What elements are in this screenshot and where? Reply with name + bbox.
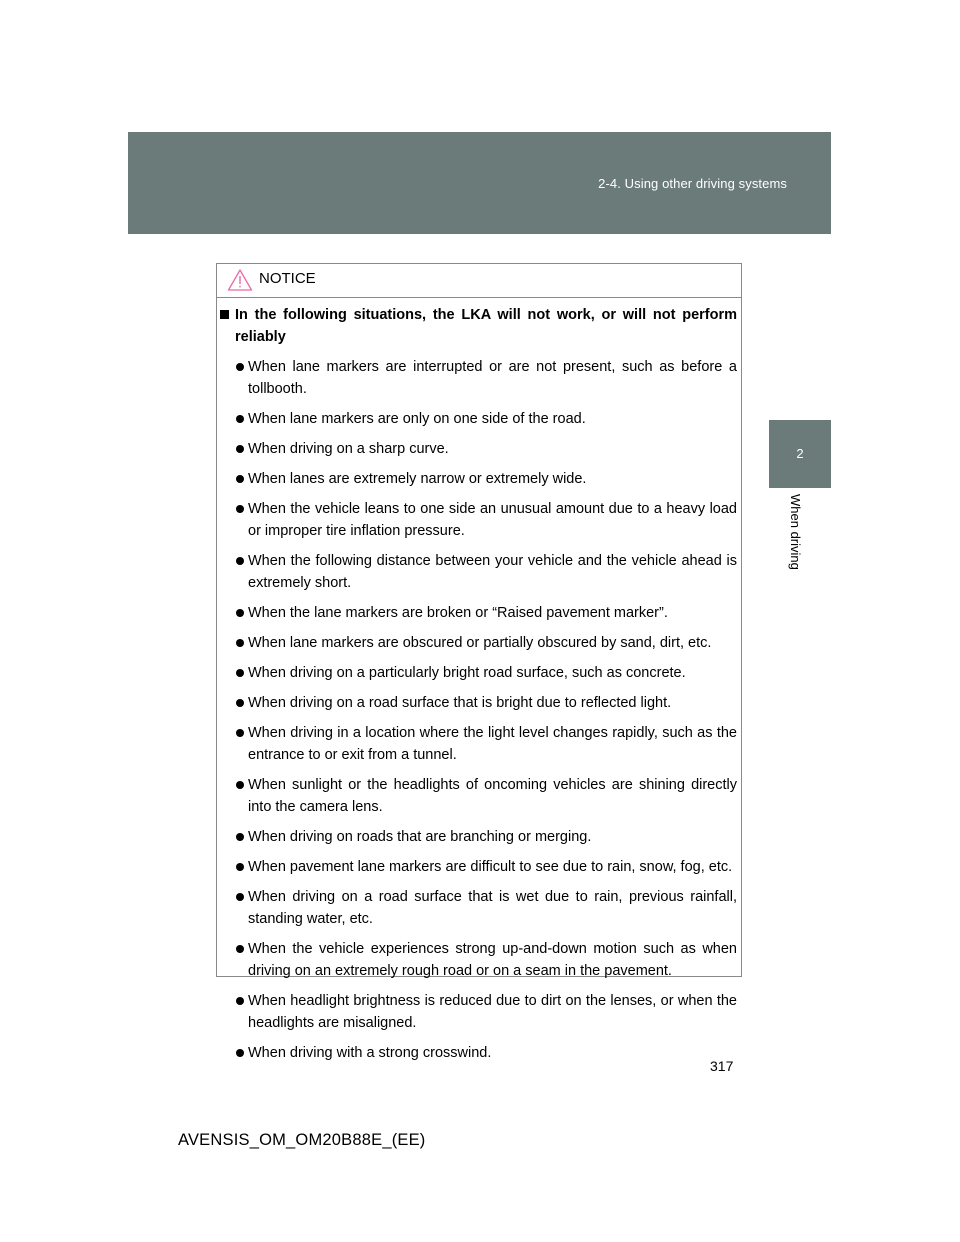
list-item-text: When driving on a road surface that is wet due to rain, previous rainfall, standing water, etc.	[248, 889, 737, 927]
list-item	[217, 498, 737, 542]
list-item	[217, 826, 737, 848]
bullet-icon	[236, 415, 244, 423]
list-item-text: When sunlight or the headlights of oncoming vehicles are shining directly into the camera lens.	[248, 777, 737, 815]
list-item-text: When driving on a particularly bright road surface, such as concrete.	[248, 665, 686, 681]
list-item-text: When headlight brightness is reduced due to dirt on the lenses, or when the headlights are misaligned.	[248, 993, 737, 1031]
bullet-icon	[236, 945, 244, 953]
list-item	[217, 438, 737, 460]
bullet-icon	[236, 729, 244, 737]
list-item	[217, 356, 737, 400]
list-item	[217, 468, 737, 490]
list-item-text: When lanes are extremely narrow or extremely wide.	[248, 471, 587, 487]
chapter-number: 2	[796, 446, 804, 461]
bullet-icon	[236, 699, 244, 707]
document-code: AVENSIS_OM_OM20B88E_(EE)	[178, 1131, 426, 1149]
list-item	[217, 886, 737, 930]
list-item-text: When lane markers are obscured or partially obscured by sand, dirt, etc.	[248, 635, 712, 651]
list-item	[217, 602, 737, 624]
page-number: 317	[710, 1058, 734, 1074]
list-item-text: When driving on a sharp curve.	[248, 441, 449, 457]
notice-body	[217, 304, 743, 1064]
bullet-icon	[236, 669, 244, 677]
bullet-icon	[236, 639, 244, 647]
list-item-text: When driving on a road surface that is bright due to reflected light.	[248, 695, 672, 711]
bullet-icon	[236, 1049, 244, 1057]
list-item-text: When driving with a strong crosswind.	[248, 1045, 492, 1061]
list-item-text: When the vehicle leans to one side an unusual amount due to a heavy load or improper tire inflation pressure.	[248, 501, 737, 539]
list-item-text: When lane markers are interrupted or are not present, such as before a tollbooth.	[248, 359, 737, 397]
bullet-icon	[236, 609, 244, 617]
notice-heading	[217, 304, 737, 348]
list-item	[217, 662, 737, 684]
list-item-text: When driving in a location where the light level changes rapidly, such as the entrance to or exit from a tunnel.	[248, 725, 737, 763]
list-item	[217, 722, 737, 766]
list-item-text: When lane markers are only on one side of the road.	[248, 411, 586, 427]
list-item	[217, 550, 737, 594]
list-item	[217, 774, 737, 818]
section-title: 2-4. Using other driving systems	[598, 176, 787, 191]
list-item-text: When driving on roads that are branching or merging.	[248, 829, 592, 845]
list-item-text: When the vehicle experiences strong up-and-down motion such as when driving on an extremely rough road or on a seam in the pavement.	[248, 941, 737, 979]
bullet-icon	[236, 833, 244, 841]
notice-header	[217, 264, 741, 298]
square-bullet-icon	[220, 310, 229, 319]
list-item	[217, 408, 737, 430]
list-item	[217, 938, 737, 982]
bullet-icon	[236, 505, 244, 513]
notice-label: NOTICE	[259, 270, 316, 287]
bullet-icon	[236, 893, 244, 901]
list-item-text: When the following distance between your vehicle and the vehicle ahead is extremely short.	[248, 553, 737, 591]
bullet-icon	[236, 445, 244, 453]
notice-heading-text: In the following situations, the LKA will not work, or will not perform reliably	[235, 307, 737, 345]
bullet-icon	[236, 557, 244, 565]
header-band	[128, 132, 831, 234]
list-item	[217, 1042, 737, 1064]
list-item-text: When pavement lane markers are difficult to see due to rain, snow, fog, etc.	[248, 859, 733, 875]
list-item	[217, 692, 737, 714]
bullet-icon	[236, 997, 244, 1005]
warning-triangle-icon	[227, 268, 253, 292]
bullet-icon	[236, 781, 244, 789]
list-item	[217, 632, 737, 654]
notice-list	[217, 356, 737, 1064]
chapter-label: When driving	[788, 494, 803, 570]
chapter-tab	[769, 420, 831, 488]
bullet-icon	[236, 863, 244, 871]
bullet-icon	[236, 363, 244, 371]
list-item-text: When the lane markers are broken or “Raised pavement marker”.	[248, 605, 668, 621]
bullet-icon	[236, 475, 244, 483]
list-item	[217, 856, 737, 878]
notice-box	[216, 263, 742, 1061]
list-item	[217, 990, 737, 1034]
